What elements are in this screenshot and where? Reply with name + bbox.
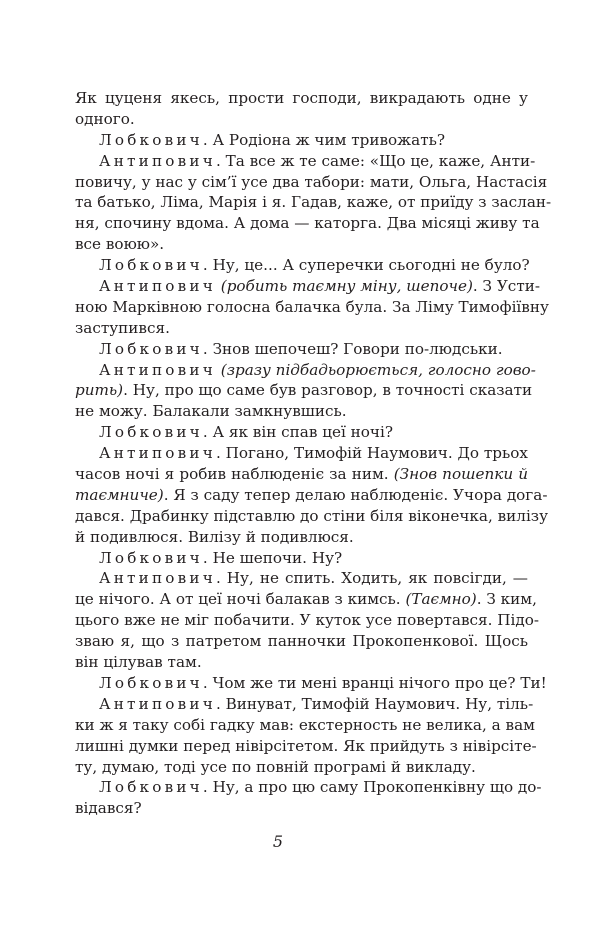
stage-direction: таємниче) — [75, 485, 164, 504]
dialogue-text: все воюю». — [75, 235, 165, 254]
dialogue-text: не можу. Балакали замкнувшись. — [75, 402, 347, 421]
dialogue-text: відався? — [75, 799, 142, 818]
text-line — [75, 464, 528, 485]
paragraph — [75, 130, 528, 151]
dialogue-text: . Та все ж те саме: «Що це, каже, Анти- — [215, 151, 536, 170]
text-line — [75, 339, 528, 360]
stage-direction: (Знов пошепки й — [393, 465, 528, 484]
dialogue-text: . Знов шепочеш? Говори по-людськи. — [202, 339, 503, 358]
paragraph — [75, 360, 536, 423]
text-line — [75, 151, 536, 172]
dialogue-text: Як цуценя якесь, прости господи, викрадають одне у — [75, 89, 528, 107]
dialogue-text: . З Усти- — [472, 277, 540, 296]
stage-direction: (Таємно) — [405, 590, 477, 609]
text-line — [75, 401, 528, 422]
speaker-name: Антипович — [99, 569, 216, 588]
dialogue-text: . Я з саду тепер делаю наблюденіє. Учора дога- — [163, 485, 548, 504]
text-line — [75, 276, 540, 297]
paragraph — [75, 276, 549, 339]
paragraph — [75, 422, 528, 443]
text-line — [75, 234, 528, 255]
dialogue-text: . Ну, про що саме був разговор, в точності сказати — [123, 381, 533, 400]
text-line — [75, 777, 542, 798]
dialogue-text: . Ну, а про цю саму Прокопенківну що до- — [202, 778, 542, 797]
text-line — [75, 631, 528, 652]
text-line — [75, 589, 537, 610]
speaker-name: Лобкович — [99, 423, 203, 442]
paragraph — [75, 694, 537, 778]
speaker-name: Лобкович — [99, 256, 203, 275]
book-page-text — [75, 88, 552, 819]
text-line — [75, 192, 552, 213]
speaker-name: Лобкович — [99, 130, 203, 149]
dialogue-text: та батько, Ліма, Марія і я. Гадав, каже, от приїду з заслан- — [75, 193, 552, 212]
dialogue-text: часов ночі я робив наблюденіє за ним. — [75, 465, 394, 484]
stage-direction: (робить таємну міну, шепоче) — [220, 277, 473, 296]
text-line — [75, 736, 537, 757]
text-line — [75, 757, 528, 778]
dialogue-text: ту, думаю, тоді усе по повній програмі й викладу. — [75, 757, 476, 776]
dialogue-text: цього вже не міг побачити. У куток усе повертався. Підо- — [75, 611, 540, 630]
text-line — [75, 694, 534, 715]
speaker-name: Лобкович — [99, 673, 203, 692]
text-line — [75, 610, 540, 631]
speaker-name: Антипович — [99, 694, 216, 713]
text-line — [75, 318, 528, 339]
text-line — [75, 548, 528, 569]
speaker-name: Антипович — [99, 444, 216, 463]
paragraph — [75, 548, 528, 569]
dialogue-text: ки ж я таку собі гадку мав: екстерность не велика, а вам — [75, 715, 535, 734]
speaker-name: Лобкович — [99, 548, 203, 567]
paragraph — [75, 339, 528, 360]
dialogue-text: . А Родіона ж чим тривожать? — [202, 130, 446, 149]
dialogue-text: це нічого. А от цеї ночі балакав з кимсь. — [75, 590, 406, 609]
dialogue-text: ною Марківною голосна балачка була. За Ліму Тимофіївну — [75, 297, 549, 316]
text-line — [75, 798, 528, 819]
paragraph — [75, 673, 547, 694]
paragraph — [75, 777, 542, 819]
text-line — [75, 506, 549, 527]
dialogue-text: . Чом же ти мені вранці нічого про це? Ти! — [202, 673, 547, 692]
dialogue-text: він цілував там. — [75, 653, 202, 672]
text-line — [75, 485, 548, 506]
page-number: 5 — [272, 832, 284, 851]
text-line — [75, 568, 528, 589]
speaker-name: Лобкович — [99, 778, 203, 797]
speaker-name: Лобкович — [99, 339, 203, 358]
dialogue-text: дався. Драбинку підставлю до стіни біля віконечка, вилізу — [75, 506, 549, 525]
text-line — [75, 360, 536, 381]
text-line — [75, 673, 547, 694]
text-line — [75, 527, 528, 548]
text-line — [75, 652, 528, 673]
text-line — [75, 213, 540, 234]
paragraph — [75, 255, 528, 276]
dialogue-text: повичу, у нас у сім’ї усе два табори: мати, Ольга, Настасія — [75, 172, 548, 191]
text-line — [75, 443, 528, 464]
stage-direction: рить) — [75, 381, 124, 400]
dialogue-text: . Винуват, Тимофій Наумович. Ну, тіль- — [215, 694, 534, 713]
dialogue-text: ня, спочину вдома. А дома — каторга. Два місяці живу та — [75, 214, 540, 233]
stage-direction: (зразу підбадьорюється, голосно гово- — [220, 360, 536, 379]
paragraph — [75, 88, 528, 130]
speaker-name: Антипович — [99, 360, 216, 379]
dialogue-text: . А як він спав цеї ночі? — [202, 423, 393, 442]
dialogue-text: заступився. — [75, 318, 170, 337]
text-line — [75, 88, 528, 109]
dialogue-text: . Ну, не спить. Ходить, як повсігди, — — [215, 569, 528, 588]
dialogue-text: . З ким, — [476, 590, 537, 609]
dialogue-text: й подивлюся. Вилізу й подивлюся. — [75, 527, 354, 546]
text-line — [75, 130, 528, 151]
dialogue-text: . Ну, це... А суперечки сьогодні не було? — [202, 256, 530, 275]
text-line — [75, 297, 549, 318]
dialogue-text: лишні думки перед нівірсітетом. Як прийдуть з нівірсіте- — [75, 736, 537, 755]
text-line — [75, 422, 528, 443]
dialogue-text: одного. — [75, 109, 135, 128]
paragraph — [75, 151, 552, 255]
dialogue-text: зваю я, що з патретом панночки Прокопенкової. Щось — [75, 632, 528, 651]
text-line — [75, 380, 533, 401]
text-line — [75, 255, 528, 276]
text-line — [75, 172, 548, 193]
dialogue-text: . Не шепочи. Ну? — [202, 548, 343, 567]
text-line — [75, 715, 535, 736]
text-line — [75, 109, 528, 130]
speaker-name: Антипович — [99, 151, 216, 170]
paragraph — [75, 443, 549, 547]
paragraph — [75, 568, 540, 672]
speaker-name: Антипович — [99, 277, 216, 296]
dialogue-text: . Погано, Тимофій Наумович. До трьох — [215, 444, 528, 463]
